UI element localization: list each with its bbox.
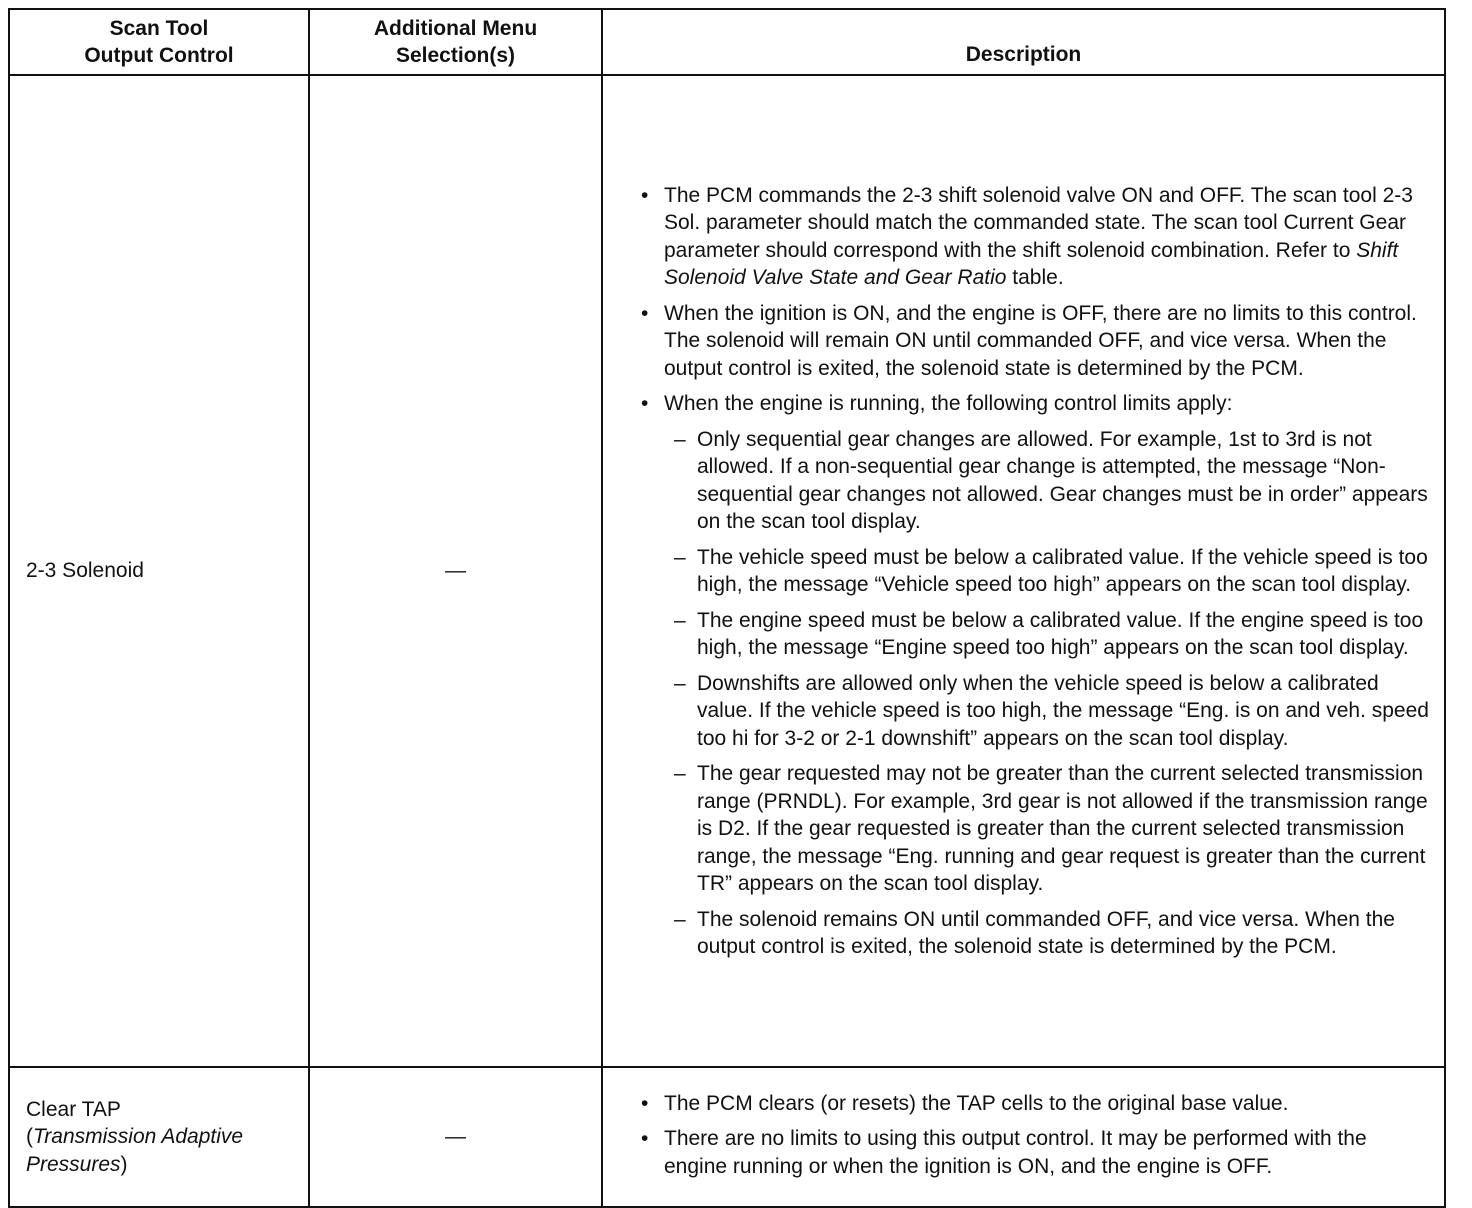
table-row xyxy=(9,1067,1445,1207)
additional-menu-cell: — xyxy=(309,75,602,1067)
header-row xyxy=(9,9,1445,75)
additional-menu-cell: — xyxy=(309,1067,602,1207)
list-item: • When the engine is running, the following control limits apply: – Only sequential gear changes are allowed. For example, 1st to 3rd is not allowed. If a non-sequential gear change is attempted, the message “Non-sequential gear changes not allowed. Gear changes must be in order” appears on the scan tool display. – The vehicle speed must be below a calibrated value. If the vehicle speed is too high, the message “Vehicle speed too high” appears on the scan tool display. – The engine speed must be below a calibrated value. If the engine speed is too high, the message “Engine speed too high” appears on the scan tool display. – Downshifts are allowed only when the vehicle speed is below a calibrated value. If the vehicle speed is too high, the message “Eng. is on and veh. speed too hi for 3-2 or 2-1 downshift” appears on the scan tool display. – The gear requested may not be greater than the current selected transmission range (PRNDL). For example, 3rd gear is not allowed if the transmission range is D2. If the gear requested is greater than the current selected transmission range, the message “Eng. running and gear request is greater than the current TR” appears on the scan tool display. – The solenoid remains ON until commanded OFF, and vice versa. When the output control is exited, the solenoid state is determined by the PCM. xyxy=(639,390,1434,961)
control-limits-list xyxy=(664,426,1434,961)
scan-tool-output-control-table xyxy=(8,8,1446,1208)
description-bullet-list xyxy=(639,1090,1434,1181)
table-row xyxy=(9,75,1445,1067)
output-control-cell: 2-3 Solenoid xyxy=(9,75,309,1067)
list-item: – The vehicle speed must be below a calibrated value. If the vehicle speed is too high, the message “Vehicle speed too high” appears on the scan tool display. xyxy=(674,544,1434,599)
description-cell xyxy=(602,75,1445,1067)
description-cell xyxy=(602,1067,1445,1207)
list-item: – The solenoid remains ON until commanded OFF, and vice versa. When the output control is exited, the solenoid state is determined by the PCM. xyxy=(674,906,1434,961)
output-control-cell: Clear TAP (Transmission Adaptive Pressures) xyxy=(9,1067,309,1207)
list-item: • When the ignition is ON, and the engine is OFF, there are no limits to this control. The solenoid will remain ON until commanded OFF, and vice versa. When the output control is exited, the solenoid state is determined by the PCM. xyxy=(639,300,1434,383)
list-item: – Only sequential gear changes are allowed. For example, 1st to 3rd is not allowed. If a non-sequential gear change is attempted, the message “Non-sequential gear changes not allowed. Gear changes must be in order” appears on the scan tool display. xyxy=(674,426,1434,536)
description-bullet-list xyxy=(639,182,1434,961)
list-item: • There are no limits to using this output control. It may be performed with the engine running or when the ignition is ON, and the engine is OFF. xyxy=(639,1125,1434,1180)
header-description: Description xyxy=(602,9,1445,75)
table-reference: Shift Solenoid Valve State and Gear Ratio xyxy=(664,238,1399,289)
list-item: – The gear requested may not be greater than the current selected transmission range (PRNDL). For example, 3rd gear is not allowed if the transmission range is D2. If the gear requested is greater than the current selected transmission range, the message “Eng. running and gear request is greater than the current TR” appears on the scan tool display. xyxy=(674,760,1434,898)
list-item: – The engine speed must be below a calibrated value. If the engine speed is too high, the message “Engine speed too high” appears on the scan tool display. xyxy=(674,607,1434,662)
header-additional-menu-selections: Additional Menu Selection(s) xyxy=(309,9,602,75)
list-item: • The PCM clears (or resets) the TAP cells to the original base value. xyxy=(639,1090,1434,1118)
list-item: • The PCM commands the 2-3 shift solenoid valve ON and OFF. The scan tool 2-3 Sol. parameter should match the commanded state. The scan tool Current Gear parameter should correspond with the shift solenoid combination. Refer to Shift Solenoid Valve State and Gear Ratio table. xyxy=(639,182,1434,292)
header-scan-tool-output-control: Scan Tool Output Control xyxy=(9,9,309,75)
list-item: – Downshifts are allowed only when the vehicle speed is below a calibrated value. If the vehicle speed is too high, the message “Eng. is on and veh. speed too hi for 3-2 or 2-1 downshift” appears on the scan tool display. xyxy=(674,670,1434,753)
